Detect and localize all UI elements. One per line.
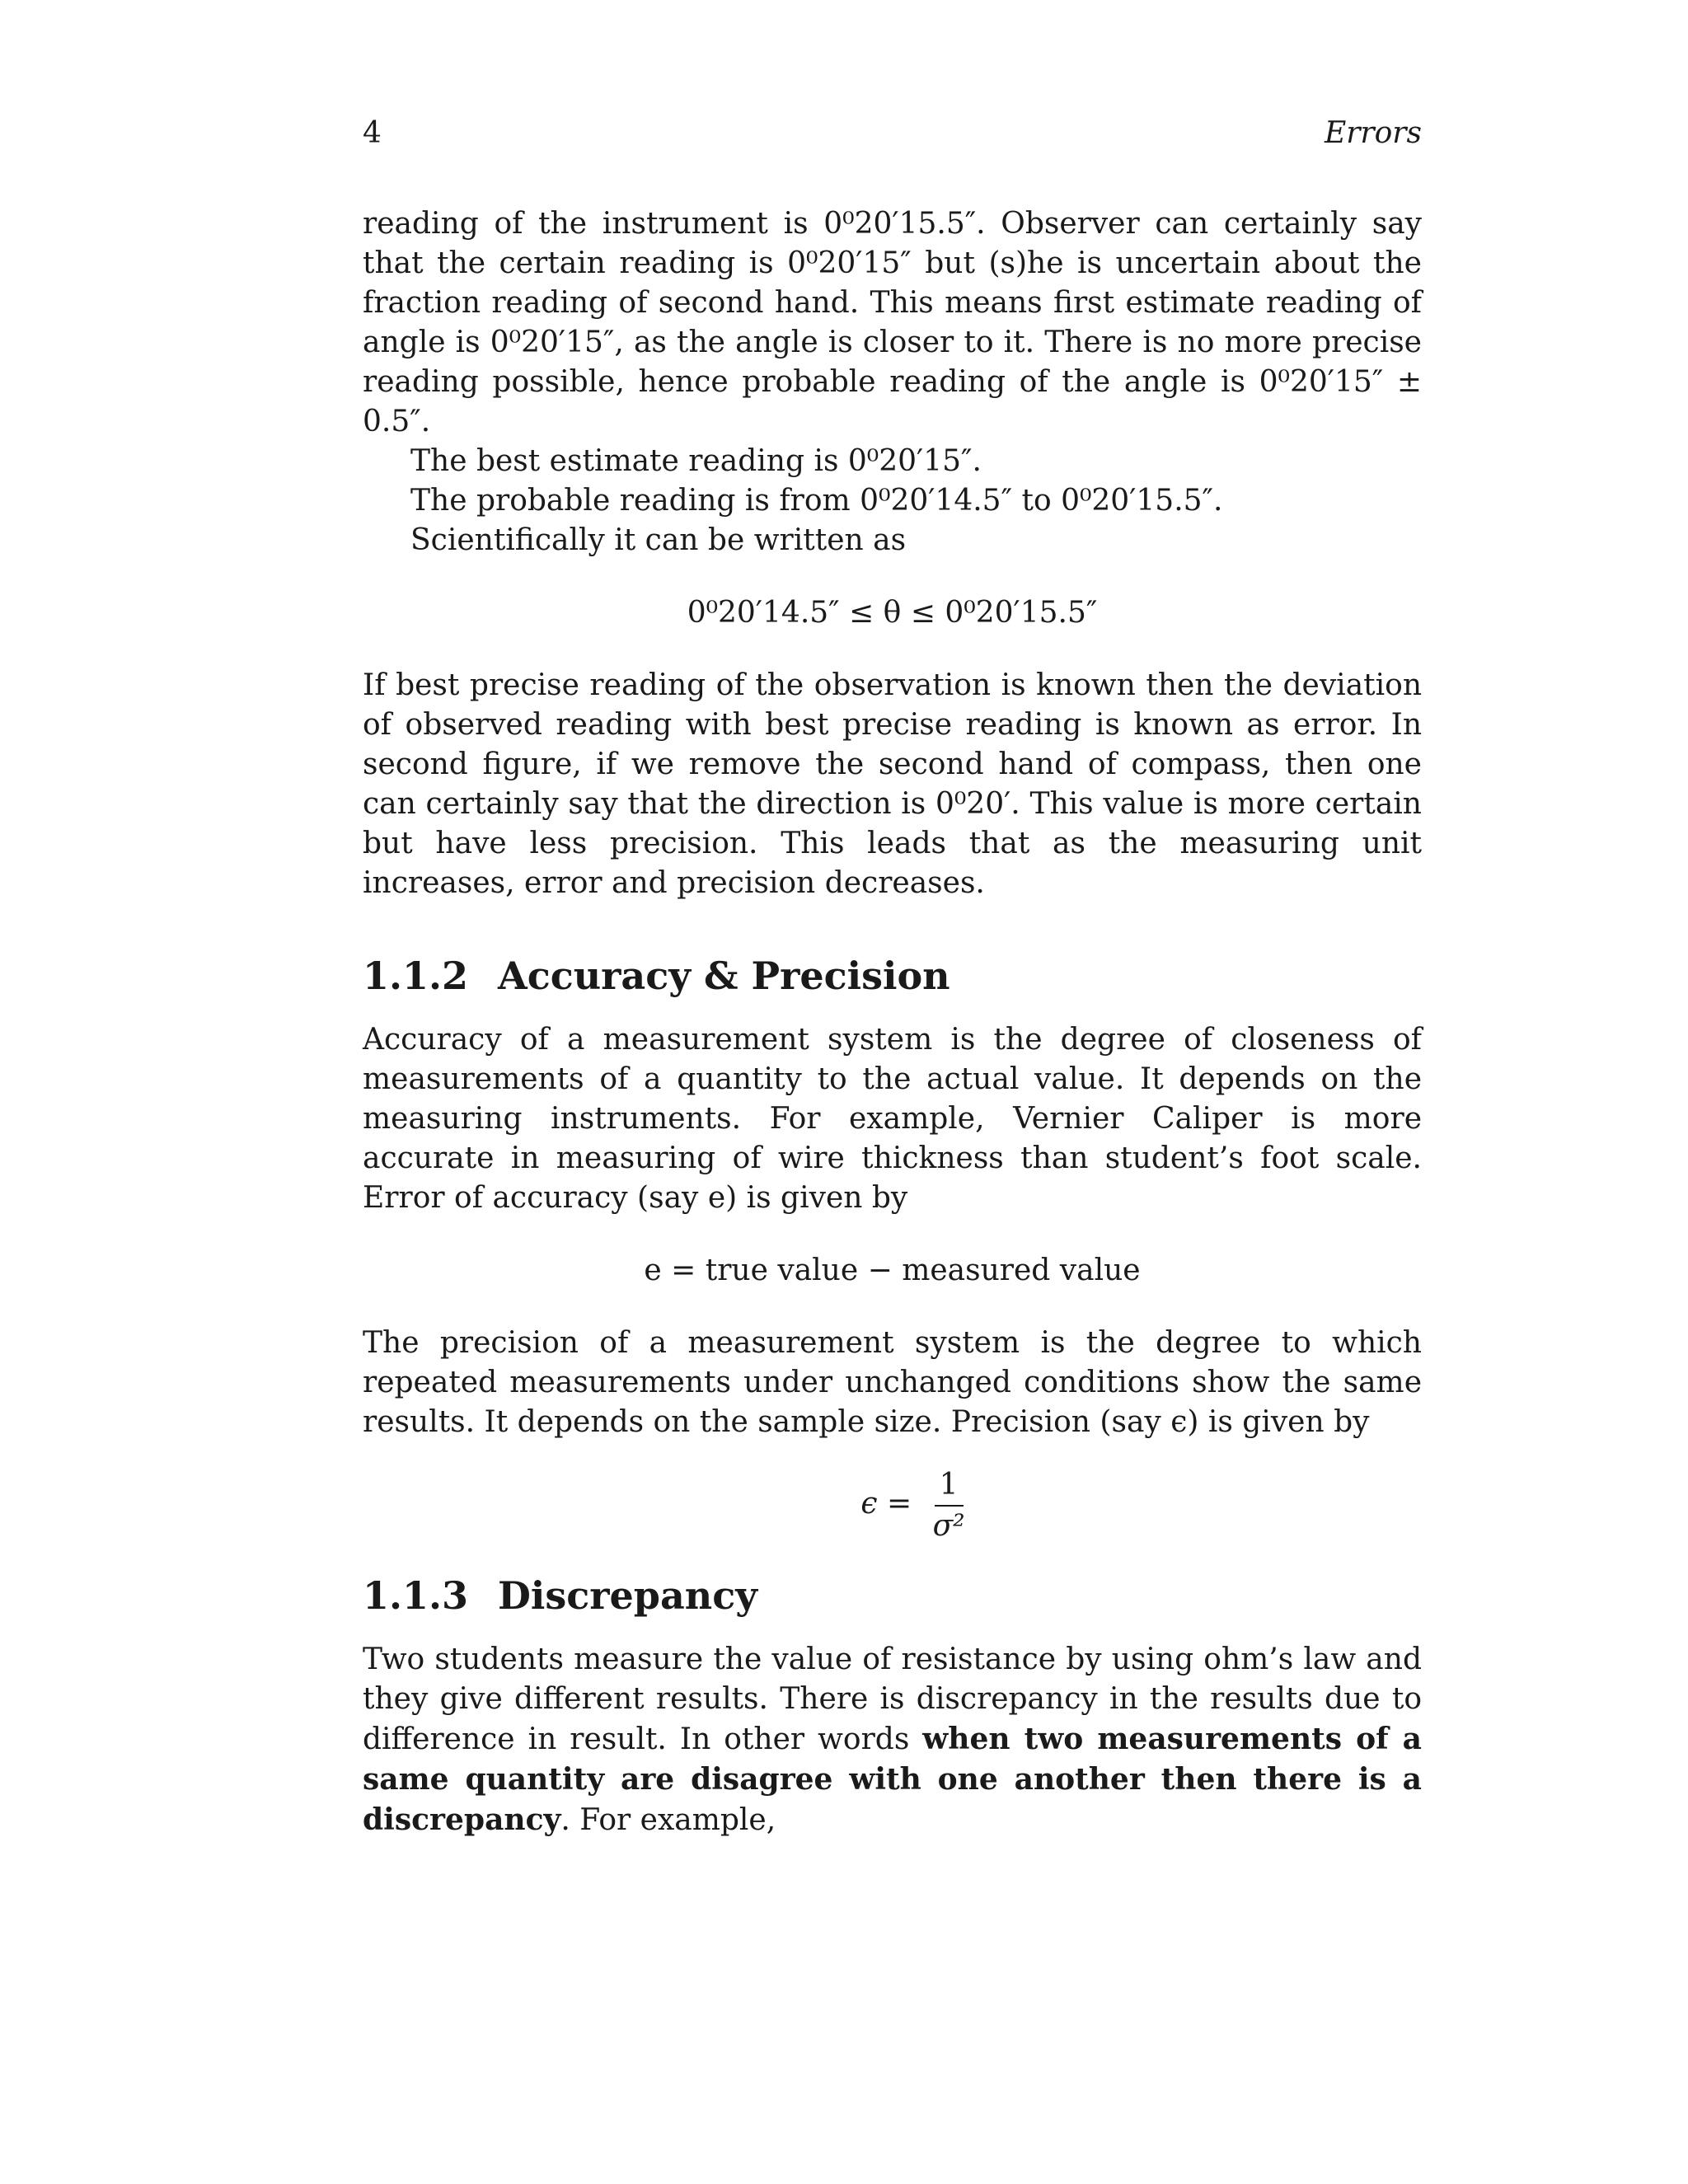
document-page <box>363 115 1422 1840</box>
equation-precision <box>363 1467 1422 1544</box>
section-heading-discrepancy <box>363 1572 1422 1619</box>
line-scientific: Scientifically it can be written as <box>410 523 907 557</box>
paragraph-reading: reading of the instrument is 0⁰20′15.5″. Observer can certainly say that the certain reading is 0⁰20′15″ but (s)he is uncertain about the fraction reading of second hand. This means first estimate reading of angle is 0⁰20′15″, as the angle is closer to it. There is no more precise reading possible, hence probable reading of the angle is 0⁰20′15″ ± 0.5″. <box>363 207 1422 438</box>
fraction-numerator: 1 <box>935 1467 964 1507</box>
page-number: 4 <box>363 116 382 150</box>
section-title: Discrepancy <box>498 1573 757 1618</box>
paragraph-error-definition: If best precise reading of the observation is known then the deviation of observed reading with best precise reading is known as error. In second figure, if we remove the second hand of compass, then one can certainly say that the direction is 0⁰20′. This value is more certain but have less precision. This leads that as the measuring unit increases, error and precision decreases. <box>363 668 1422 900</box>
paragraph-precision: The precision of a measurement system is the degree to which repeated measurements under unchanged conditions show the same results. It depends on the sample size. Precision (say ϵ) is given by <box>363 1326 1422 1439</box>
section-title: Accuracy & Precision <box>498 954 950 998</box>
fraction <box>933 1467 965 1544</box>
paragraph-discrepancy <box>363 1640 1422 1840</box>
equation-accuracy-error: e = true value − measured value <box>644 1254 1141 1287</box>
discrepancy-text-end: . For example, <box>560 1803 776 1837</box>
section-heading-accuracy-precision <box>363 953 1422 999</box>
paragraph-accuracy: Accuracy of a measurement system is the degree of closeness of measurements of a quantity to the actual value. It depends on the measuring instruments. For example, Vernier Caliper is more accurate in measuring of wire thickness than student’s foot scale. Error of accuracy (say e) is given by <box>363 1023 1422 1215</box>
fraction-denominator: σ² <box>932 1509 965 1543</box>
discrepancy-text-start: Two students measure the value of resistance by using ohm’s law and they give different results. There is discrepancy in the results due to difference in result. In other words <box>363 1643 1422 1756</box>
discrepancy-definition-bold: when two measurements of a same quantity are disagree with one another then there is a discrepancy <box>363 1722 1423 1837</box>
section-number: 1.1.2 <box>363 954 469 998</box>
line-best-estimate: The best estimate reading is 0⁰20′15″. <box>410 444 982 478</box>
line-probable-reading: The probable reading is from 0⁰20′14.5″ to 0⁰20′15.5″. <box>410 484 1223 518</box>
equation-angle-range: 0⁰20′14.5″ ≤ θ ≤ 0⁰20′15.5″ <box>687 596 1098 630</box>
running-header <box>363 115 1422 152</box>
section-number: 1.1.3 <box>363 1573 469 1618</box>
chapter-title: Errors <box>1324 116 1422 150</box>
equation-lhs: ϵ = <box>860 1487 912 1521</box>
